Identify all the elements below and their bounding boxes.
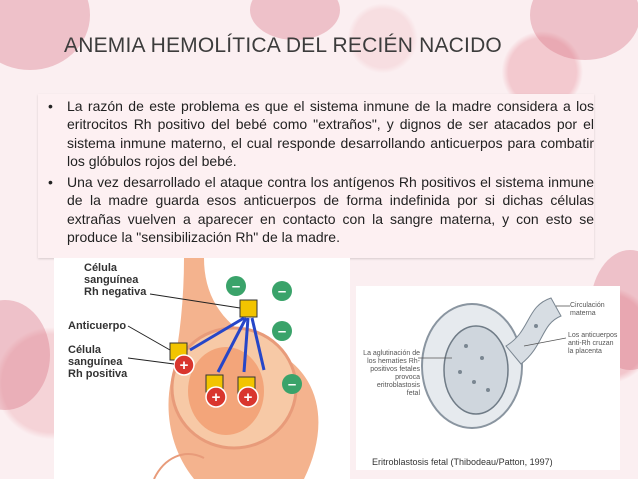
svg-text:–: – [277,283,287,300]
bullet-text: La razón de este problema es que el sistema inmune de la madre considera a los eritrocitos Rh positivo del bebé como "extraños", y dignos de ser atacados por el sistema inmune materno, el cual responde desarrollando anticuerpos para combatir los glóbulos rojos del bebé. [67,98,594,169]
bullet-symbol: • [48,98,53,114]
bullet-text: Una vez desarrollado el ataque contra los antígenos Rh positivos el sistema inmune de la madre guarda esos anticuerpos de forma indefinida por si dichas células extrañas vuelven a aparecer en contacto con la sangre materna, y con esto se produce la "sensibilización Rh" de la madre. [67,174,594,246]
antibodies-cross-label: Los anticuerpos anti-Rh cruzan la placenta [568,332,618,355]
svg-text:–: – [287,376,297,393]
rh-positive-cell-plus [238,387,258,407]
rh-negative-cell-minus [272,281,292,301]
antibody-label: Anticuerpo [68,320,127,332]
text-box [38,94,594,258]
svg-text:–: – [231,278,241,295]
rh-negative-label: Célula sanguínea Rh negativa [84,262,147,298]
rh-positive-label: Célula sanguínea Rh positiva [68,344,128,380]
fetus-drawing [444,326,508,414]
svg-text:+: + [211,389,221,406]
figure-caption: Eritroblastosis fetal (Thibodeau/Patton, 1997) [372,457,553,467]
svg-text:–: – [277,323,287,340]
blood-cell-decoration [530,0,638,60]
bullet-symbol: • [48,174,53,191]
rh-negative-cell-minus [272,321,292,341]
rh-negative-cell-minus [282,374,302,394]
rh-negative-cell-minus [226,276,246,296]
svg-text:+: + [179,357,189,374]
svg-text:+: + [243,389,253,406]
rh-sensitization-figure [54,258,350,479]
bullet-item [38,97,594,170]
bullet-item [38,173,594,246]
blood-cell-decoration [0,300,50,410]
slide-title: ANEMIA HEMOLÍTICA DEL RECIÉN NACIDO [64,34,502,57]
rh-positive-cell-plus [206,387,226,407]
rh-positive-cell-plus [174,355,194,375]
maternal-circulation-label: Circulación materna [570,302,605,317]
agglutination-label: La aglutinación de los hematíes Rh-positivos fetales provoca eritroblastosis fetal [363,350,420,397]
erythroblastosis-figure [356,286,620,470]
antibody-square [240,300,257,317]
